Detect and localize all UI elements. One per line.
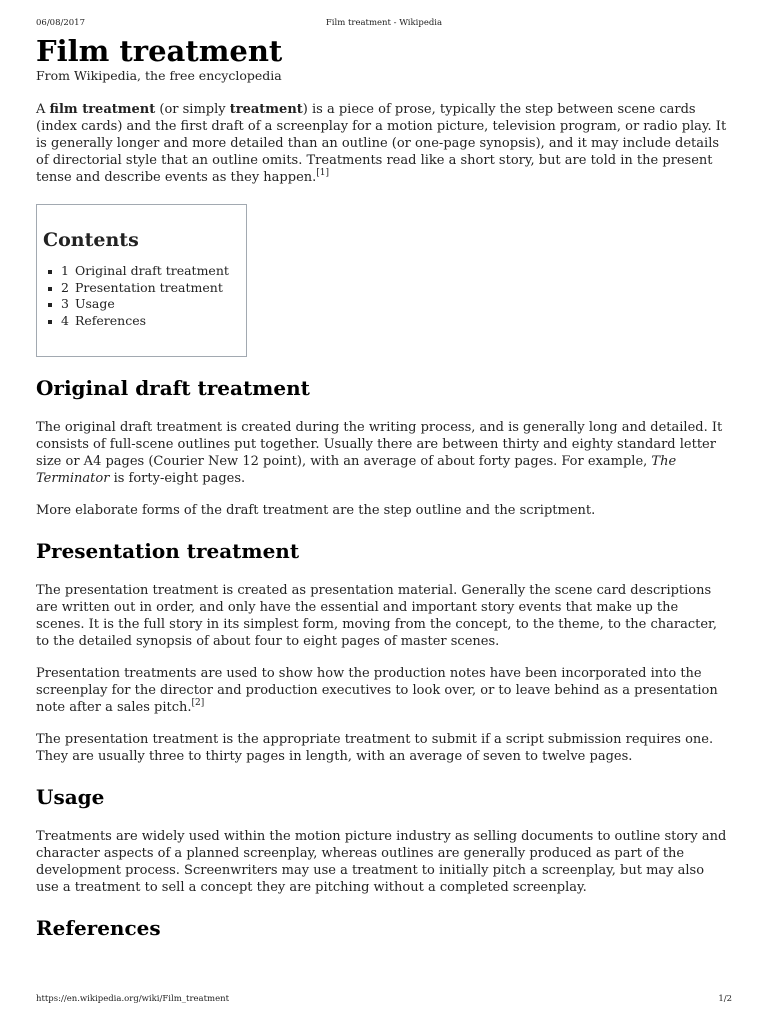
section-heading-references: References bbox=[36, 916, 161, 940]
page-number: 1/2 bbox=[718, 994, 732, 1004]
lead-text-b: (or simply bbox=[155, 102, 230, 117]
paragraph-text: The original draft treatment is created during the writing process, and is generally long and detailed. It consists of full-scene outlines put together. Usually there are between thirty and eighty standard letter size or A4 pages (Courier New 12 point), with an average of about forty pages. For example, bbox=[36, 420, 723, 469]
tagline: From Wikipedia, the free encyclopedia bbox=[36, 68, 282, 83]
lead-paragraph bbox=[36, 101, 728, 186]
article bbox=[36, 34, 728, 940]
toc-number: 2 bbox=[61, 279, 69, 295]
paragraph bbox=[36, 665, 728, 716]
page-title: Film treatment bbox=[36, 34, 283, 68]
paragraph-text: is forty-eight pages. bbox=[109, 471, 246, 486]
lead-text-a: A bbox=[36, 102, 50, 117]
paragraph-text: Presentation treatments are used to show how the production notes have been incorporated into the screenplay for the director and production executives to look over, or to leave behind as a presentation note after a sales pitch. bbox=[36, 666, 718, 715]
toc-label: References bbox=[74, 312, 147, 328]
lead-text-c: ) is a piece of prose, typically the step between scene cards (index cards) and the first draft of a screenplay for a motion picture, television program, or radio play. It is generally longer and more detailed than an outline (or one-page synopsis), and it may include details of directorial style that an outline omits. Treatments read like a short story, but are told in the present tense and describe events as they happen. bbox=[36, 102, 727, 185]
bold-term-film-treatment: film treatment bbox=[49, 102, 156, 117]
table-of-contents bbox=[36, 204, 247, 357]
toc-item-presentation[interactable] bbox=[61, 280, 240, 297]
toc-number: 1 bbox=[61, 263, 69, 278]
toc-title: Contents bbox=[43, 229, 139, 251]
bold-term-treatment: treatment bbox=[229, 102, 303, 117]
toc-list bbox=[43, 263, 240, 329]
paragraph: The presentation treatment is the appropriate treatment to submit if a script submission requires one. They are usually three to thirty pages in length, with an average of seven to twelve pages. bbox=[36, 732, 714, 764]
toc-label: Usage bbox=[74, 296, 115, 311]
section-heading-original-draft: Original draft treatment bbox=[36, 376, 310, 400]
section-heading-presentation: Presentation treatment bbox=[36, 539, 300, 563]
section-heading-usage: Usage bbox=[36, 785, 105, 809]
paragraph: More elaborate forms of the draft treatment are the step outline and the scriptment. bbox=[36, 503, 596, 518]
toc-item-references[interactable] bbox=[61, 313, 240, 330]
print-date: 06/08/2017 bbox=[36, 18, 85, 28]
toc-number: 3 bbox=[61, 296, 69, 311]
italic-title-terminator: The Terminator bbox=[36, 454, 677, 486]
reference-link-2[interactable]: [2] bbox=[191, 698, 205, 708]
paragraph: The presentation treatment is created as presentation material. Generally the scene card descriptions are written out in order, and only have the essential and important story events that make up the scenes. It is the full story in its simplest form, moving from the concept, to the theme, to the character, to the detailed synopsis of about four to eight pages of master scenes. bbox=[36, 583, 717, 649]
reference-link-1[interactable]: [1] bbox=[316, 168, 330, 178]
toc-item-original-draft[interactable] bbox=[61, 263, 240, 280]
toc-item-usage[interactable] bbox=[61, 296, 240, 313]
paragraph bbox=[36, 419, 728, 487]
toc-number: 4 bbox=[61, 312, 69, 328]
page-url: https://en.wikipedia.org/wiki/Film_treatment bbox=[36, 994, 230, 1004]
print-title: Film treatment - Wikipedia bbox=[325, 18, 443, 28]
paragraph: Treatments are widely used within the motion picture industry as selling documents to outline story and character aspects of a planned screenplay, whereas outlines are generally produced as part of the development process. Screenwriters may use a treatment to initially pitch a screenplay, but may also use a treatment to sell a concept they are pitching without a completed screenplay. bbox=[36, 829, 727, 895]
toc-label: Presentation treatment bbox=[74, 279, 223, 295]
toc-label: Original draft treatment bbox=[74, 263, 229, 278]
